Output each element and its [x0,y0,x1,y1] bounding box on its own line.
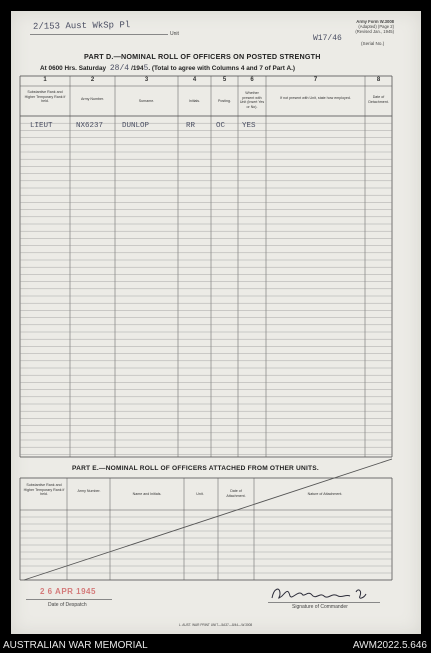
column-number-4: 4 [192,77,197,83]
header-army-number: Army Number. [81,97,104,101]
year-handwritten: 5 [143,64,149,73]
column-number-3: 3 [144,77,149,83]
entry-rank: LIEUT [30,122,53,130]
signature-underline [268,602,380,603]
date-handwritten: 28/4 [109,64,130,73]
e-header-unit: Unit. [196,492,204,496]
despatch-underline [26,599,112,600]
date-suffix: . (Total to agree with Columns 4 and 7 of Part A.) [148,65,295,72]
column-number-6: 6 [250,77,254,83]
entry-army-number: NX6237 [76,122,104,130]
serial-label: (Serial No.) [361,41,385,46]
e-header-name: Name and Initials. [132,492,162,496]
caption-right: AWM2022.5.646 [352,640,427,651]
column-number-1: 1 [43,77,47,83]
e-header-nature: Nature of Attachment. [307,492,343,496]
header-present: Whether present with Unit (Insert Yes or No). [239,91,265,109]
entry-surname: DUNLOP [122,122,150,130]
serial-handwritten: W17/46 [313,34,342,43]
rule-line [24,459,392,580]
caption-bar [0,638,431,653]
form-line-2: (Adapted) (Page 2) [358,24,394,29]
caption-left: AUSTRALIAN WAR MEMORIAL [3,640,148,651]
form-line-1: Army Form W.3008 [356,19,394,24]
e-header-army-number: Army Number. [77,489,101,493]
header-how-employed: If not present with Unit, state how employed. [280,96,351,100]
entry-posting: OC [216,122,226,130]
date-of-despatch-label: Date of Despatch [48,602,87,608]
unit-handwritten: 2/153 Aust WkSp Pl [32,20,131,32]
column-number-2: 2 [90,77,95,83]
form-line-3: (Revised Jan., 1945) [355,29,394,34]
header-rank: Substantive Rank and Higher Temporary Rank if held. [24,90,66,103]
header-posting: Posting. [218,99,231,103]
column-number-5: 5 [222,77,227,83]
e-header-date-attachment: Date of Attachment. [226,489,246,498]
part-d-title: PART D.—NOMINAL ROLL OF OFFICERS ON POSTED STRENGTH [84,52,321,61]
date-prefix: At 0600 Hrs. Saturday [40,65,107,72]
header-detachment: Date of Detachment. [368,95,389,104]
unit-label: Unit [170,31,179,37]
year-prefix: /194 [131,65,144,72]
commander-signature [268,584,378,604]
header-surname: Surname. [138,99,155,103]
column-number-7: 7 [313,77,318,83]
header-initials: Initials. [188,99,201,103]
despatch-stamp: 2 6 APR 1945 [40,587,96,596]
signature-label: Signature of Commander [292,604,348,610]
part-e-title: PART E.—NOMINAL ROLL OF OFFICERS ATTACHED FROM OTHER UNITS. [72,465,319,472]
entry-present: YES [242,122,256,130]
e-header-rank: Substantive Rank and Higher Temporary Rank if held. [23,483,65,496]
column-number-8: 8 [376,77,381,83]
entry-initials: RR [186,122,196,130]
printer-line: L. AUST. WAR PRINT UNIT—5A37—8/44—W.3008 [178,623,253,627]
